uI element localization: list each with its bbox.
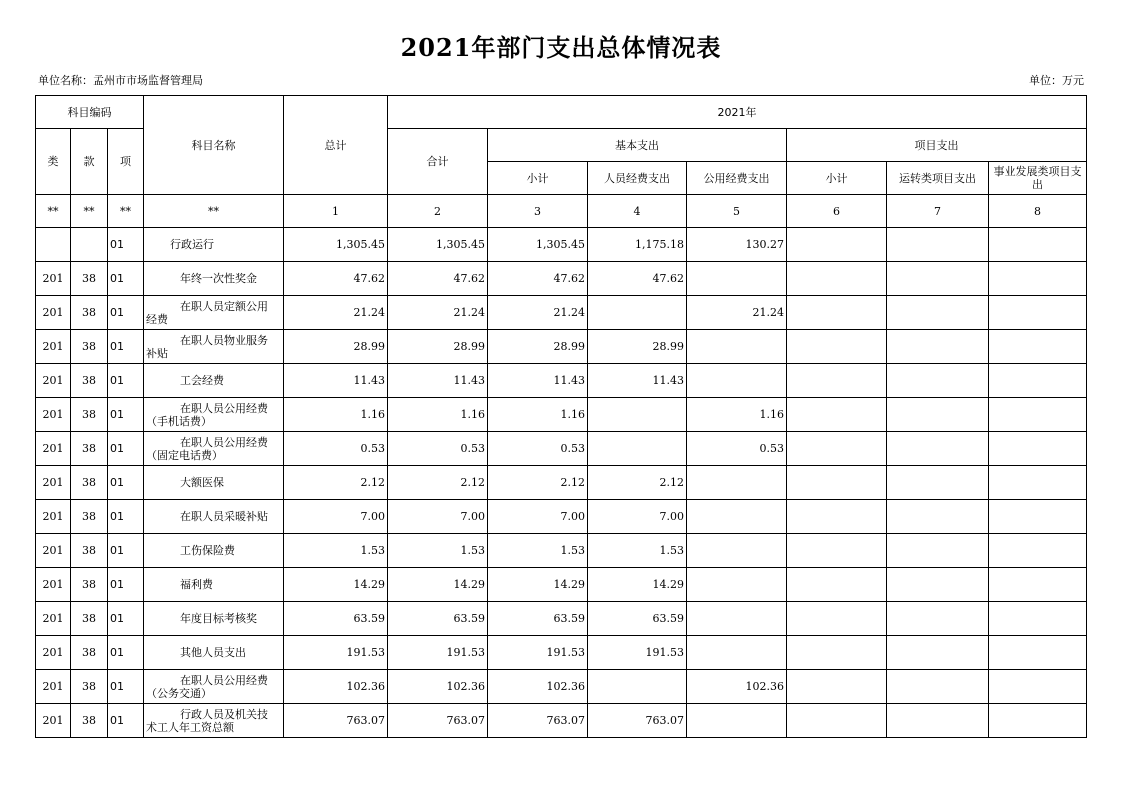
- cell-name-line2: （手机话费）: [146, 414, 213, 428]
- cell-xiang: 01: [108, 330, 144, 364]
- cell-project-subtotal: [787, 466, 887, 500]
- cell-lei: 201: [36, 262, 71, 296]
- cell-total: 1,305.45: [284, 228, 388, 262]
- cell-lei: 201: [36, 432, 71, 466]
- cell-project-subtotal: [787, 636, 887, 670]
- cell-project-subtotal: [787, 534, 887, 568]
- cell-project-subtotal: [787, 228, 887, 262]
- cell-total: 102.36: [284, 670, 388, 704]
- cell-name: [144, 364, 284, 398]
- cell-basic-subtotal: 47.62: [488, 262, 588, 296]
- cell-name: [144, 228, 284, 262]
- cell-personnel: [588, 670, 687, 704]
- cell-name: [144, 534, 284, 568]
- table-row: [36, 296, 1087, 330]
- cell-lei: [36, 228, 71, 262]
- index-cell: 6: [787, 195, 887, 228]
- cell-name: [144, 296, 284, 330]
- cell-heji: 0.53: [388, 432, 488, 466]
- cell-project-subtotal: [787, 670, 887, 704]
- page-title: 2021年部门支出总体情况表: [400, 33, 722, 62]
- header-code-group: 科目编码: [36, 96, 144, 129]
- cell-development: [989, 704, 1087, 738]
- cell-development: [989, 636, 1087, 670]
- table-row: [36, 500, 1087, 534]
- cell-development: [989, 466, 1087, 500]
- cell-name-line1: 行政运行: [170, 238, 215, 251]
- header-name: 科目名称: [144, 96, 284, 195]
- header-development: 事业发展类项目支出: [989, 162, 1087, 195]
- cell-personnel: 763.07: [588, 704, 687, 738]
- cell-total: 0.53: [284, 432, 388, 466]
- table-row: [36, 466, 1087, 500]
- table-row: [36, 330, 1087, 364]
- cell-heji: 21.24: [388, 296, 488, 330]
- index-cell: 3: [488, 195, 588, 228]
- cell-public: 102.36: [687, 670, 787, 704]
- cell-project-subtotal: [787, 398, 887, 432]
- cell-transfer: [887, 262, 989, 296]
- cell-project-subtotal: [787, 500, 887, 534]
- cell-personnel: 1,175.18: [588, 228, 687, 262]
- cell-public: 21.24: [687, 296, 787, 330]
- cell-lei: 201: [36, 296, 71, 330]
- index-cell: **: [144, 195, 284, 228]
- cell-lei: 201: [36, 466, 71, 500]
- cell-public: [687, 330, 787, 364]
- header-transfer: 运转类项目支出: [887, 162, 989, 195]
- cell-public: [687, 262, 787, 296]
- cell-lei: 201: [36, 500, 71, 534]
- cell-transfer: [887, 636, 989, 670]
- cell-development: [989, 602, 1087, 636]
- cell-personnel: [588, 296, 687, 330]
- header-project-subtotal: 小计: [787, 162, 887, 195]
- header-year: 2021年: [388, 96, 1087, 129]
- cell-heji: 63.59: [388, 602, 488, 636]
- cell-name: [144, 330, 284, 364]
- cell-name-line1: 其他人员支出: [180, 646, 247, 659]
- cell-total: 11.43: [284, 364, 388, 398]
- cell-personnel: 14.29: [588, 568, 687, 602]
- cell-project-subtotal: [787, 262, 887, 296]
- expenditure-table: [35, 95, 1087, 738]
- cell-kuan: 38: [71, 534, 108, 568]
- cell-transfer: [887, 602, 989, 636]
- table-row: [36, 704, 1087, 738]
- cell-kuan: 38: [71, 398, 108, 432]
- cell-heji: 102.36: [388, 670, 488, 704]
- index-cell: **: [36, 195, 71, 228]
- cell-project-subtotal: [787, 568, 887, 602]
- header-public: 公用经费支出: [687, 162, 787, 195]
- cell-basic-subtotal: 14.29: [488, 568, 588, 602]
- cell-total: 2.12: [284, 466, 388, 500]
- cell-public: 0.53: [687, 432, 787, 466]
- table-row: [36, 432, 1087, 466]
- index-cell: 2: [388, 195, 488, 228]
- cell-personnel: 11.43: [588, 364, 687, 398]
- cell-transfer: [887, 670, 989, 704]
- cell-name: [144, 602, 284, 636]
- cell-xiang: 01: [108, 228, 144, 262]
- cell-total: 28.99: [284, 330, 388, 364]
- cell-total: 1.53: [284, 534, 388, 568]
- cell-development: [989, 500, 1087, 534]
- table-row: [36, 398, 1087, 432]
- table-row: [36, 228, 1087, 262]
- index-cell: 4: [588, 195, 687, 228]
- unit-label: 单位：万元: [1029, 74, 1084, 87]
- cell-kuan: 38: [71, 330, 108, 364]
- cell-development: [989, 534, 1087, 568]
- cell-xiang: 01: [108, 568, 144, 602]
- table-row: [36, 262, 1087, 296]
- header-personnel: 人员经费支出: [588, 162, 687, 195]
- cell-basic-subtotal: 1.16: [488, 398, 588, 432]
- index-cell: 5: [687, 195, 787, 228]
- cell-basic-subtotal: 1,305.45: [488, 228, 588, 262]
- cell-public: [687, 602, 787, 636]
- cell-development: [989, 398, 1087, 432]
- cell-heji: 2.12: [388, 466, 488, 500]
- cell-name: [144, 500, 284, 534]
- cell-xiang: 01: [108, 364, 144, 398]
- cell-development: [989, 364, 1087, 398]
- cell-lei: 201: [36, 636, 71, 670]
- cell-lei: 201: [36, 398, 71, 432]
- cell-xiang: 01: [108, 296, 144, 330]
- cell-name: [144, 432, 284, 466]
- cell-public: [687, 704, 787, 738]
- cell-personnel: [588, 432, 687, 466]
- cell-name-line1: 行政人员及机关技: [180, 707, 269, 721]
- cell-xiang: 01: [108, 602, 144, 636]
- table-row: [36, 602, 1087, 636]
- cell-transfer: [887, 568, 989, 602]
- cell-development: [989, 228, 1087, 262]
- cell-public: [687, 568, 787, 602]
- cell-transfer: [887, 330, 989, 364]
- header-heji: 合计: [388, 129, 488, 195]
- cell-transfer: [887, 228, 989, 262]
- cell-development: [989, 670, 1087, 704]
- cell-heji: 191.53: [388, 636, 488, 670]
- cell-project-subtotal: [787, 296, 887, 330]
- cell-name-line1: 年度目标考核奖: [180, 612, 258, 625]
- index-row: [36, 195, 1087, 228]
- header-basic-subtotal: 小计: [488, 162, 588, 195]
- index-cell: **: [71, 195, 108, 228]
- cell-basic-subtotal: 28.99: [488, 330, 588, 364]
- cell-name: [144, 636, 284, 670]
- table-row: [36, 568, 1087, 602]
- cell-kuan: 38: [71, 704, 108, 738]
- table-row: [36, 670, 1087, 704]
- cell-heji: 1,305.45: [388, 228, 488, 262]
- cell-basic-subtotal: 191.53: [488, 636, 588, 670]
- index-cell: **: [108, 195, 144, 228]
- cell-lei: 201: [36, 568, 71, 602]
- cell-name-line1: 工伤保险费: [180, 544, 236, 557]
- cell-lei: 201: [36, 670, 71, 704]
- cell-name: [144, 466, 284, 500]
- header-xiang: 项: [108, 129, 144, 195]
- cell-basic-subtotal: 0.53: [488, 432, 588, 466]
- cell-kuan: 38: [71, 432, 108, 466]
- cell-transfer: [887, 432, 989, 466]
- cell-total: 191.53: [284, 636, 388, 670]
- cell-xiang: 01: [108, 432, 144, 466]
- cell-basic-subtotal: 63.59: [488, 602, 588, 636]
- cell-xiang: 01: [108, 704, 144, 738]
- cell-basic-subtotal: 7.00: [488, 500, 588, 534]
- cell-name: [144, 398, 284, 432]
- header-kuan: 款: [71, 129, 108, 195]
- header-basic: 基本支出: [488, 129, 787, 162]
- cell-kuan: 38: [71, 670, 108, 704]
- cell-basic-subtotal: 1.53: [488, 534, 588, 568]
- table-row: [36, 636, 1087, 670]
- cell-basic-subtotal: 21.24: [488, 296, 588, 330]
- cell-name: [144, 670, 284, 704]
- cell-project-subtotal: [787, 330, 887, 364]
- cell-heji: 7.00: [388, 500, 488, 534]
- cell-lei: 201: [36, 704, 71, 738]
- cell-kuan: 38: [71, 364, 108, 398]
- cell-public: 130.27: [687, 228, 787, 262]
- cell-basic-subtotal: 11.43: [488, 364, 588, 398]
- cell-heji: 1.16: [388, 398, 488, 432]
- cell-basic-subtotal: 102.36: [488, 670, 588, 704]
- cell-transfer: [887, 500, 989, 534]
- cell-personnel: 47.62: [588, 262, 687, 296]
- cell-name-line1: 大额医保: [180, 476, 225, 489]
- cell-kuan: 38: [71, 466, 108, 500]
- cell-kuan: 38: [71, 262, 108, 296]
- cell-kuan: 38: [71, 296, 108, 330]
- cell-kuan: 38: [71, 602, 108, 636]
- cell-name: [144, 262, 284, 296]
- table-row: [36, 534, 1087, 568]
- cell-name-line1: 在职人员公用经费: [180, 401, 269, 415]
- cell-personnel: 2.12: [588, 466, 687, 500]
- cell-name: [144, 568, 284, 602]
- cell-name-line1: 福利费: [180, 578, 214, 591]
- cell-personnel: 28.99: [588, 330, 687, 364]
- cell-transfer: [887, 296, 989, 330]
- cell-heji: 47.62: [388, 262, 488, 296]
- cell-personnel: [588, 398, 687, 432]
- cell-public: 1.16: [687, 398, 787, 432]
- cell-public: [687, 636, 787, 670]
- cell-total: 7.00: [284, 500, 388, 534]
- cell-personnel: 191.53: [588, 636, 687, 670]
- cell-lei: 201: [36, 330, 71, 364]
- cell-project-subtotal: [787, 602, 887, 636]
- cell-xiang: 01: [108, 466, 144, 500]
- cell-transfer: [887, 398, 989, 432]
- table-row: [36, 364, 1087, 398]
- cell-public: [687, 500, 787, 534]
- cell-xiang: 01: [108, 534, 144, 568]
- header-total: 总计: [284, 96, 388, 195]
- cell-heji: 14.29: [388, 568, 488, 602]
- header-lei: 类: [36, 129, 71, 195]
- cell-basic-subtotal: 763.07: [488, 704, 588, 738]
- cell-basic-subtotal: 2.12: [488, 466, 588, 500]
- index-cell: 1: [284, 195, 388, 228]
- cell-xiang: 01: [108, 670, 144, 704]
- cell-public: [687, 534, 787, 568]
- cell-xiang: 01: [108, 262, 144, 296]
- cell-personnel: 63.59: [588, 602, 687, 636]
- cell-transfer: [887, 466, 989, 500]
- cell-lei: 201: [36, 534, 71, 568]
- cell-name: [144, 704, 284, 738]
- cell-name-line2: 补贴: [146, 346, 169, 360]
- cell-name-line1: 在职人员公用经费: [180, 673, 269, 687]
- cell-name-line2: （公务交通）: [146, 686, 213, 700]
- cell-kuan: 38: [71, 500, 108, 534]
- cell-total: 1.16: [284, 398, 388, 432]
- cell-lei: 201: [36, 602, 71, 636]
- index-cell: 7: [887, 195, 989, 228]
- cell-personnel: 7.00: [588, 500, 687, 534]
- cell-xiang: 01: [108, 500, 144, 534]
- cell-total: 47.62: [284, 262, 388, 296]
- header-project: 项目支出: [787, 129, 1087, 162]
- cell-name-line2: （固定电话费）: [146, 448, 224, 462]
- cell-kuan: 38: [71, 568, 108, 602]
- cell-development: [989, 568, 1087, 602]
- cell-transfer: [887, 534, 989, 568]
- cell-transfer: [887, 364, 989, 398]
- cell-name-line1: 年终一次性奖金: [180, 272, 258, 285]
- cell-xiang: 01: [108, 636, 144, 670]
- cell-public: [687, 466, 787, 500]
- index-cell: 8: [989, 195, 1087, 228]
- cell-total: 21.24: [284, 296, 388, 330]
- cell-project-subtotal: [787, 432, 887, 466]
- cell-heji: 1.53: [388, 534, 488, 568]
- cell-lei: 201: [36, 364, 71, 398]
- cell-project-subtotal: [787, 364, 887, 398]
- unit-name-label: 单位名称：孟州市市场监督管理局: [38, 74, 203, 87]
- cell-name-line2: 术工人年工资总额: [146, 720, 235, 734]
- cell-name-line1: 在职人员公用经费: [180, 435, 269, 449]
- cell-public: [687, 364, 787, 398]
- cell-personnel: 1.53: [588, 534, 687, 568]
- cell-heji: 28.99: [388, 330, 488, 364]
- cell-heji: 763.07: [388, 704, 488, 738]
- cell-development: [989, 262, 1087, 296]
- cell-name-line1: 在职人员采暖补贴: [180, 510, 269, 523]
- cell-xiang: 01: [108, 398, 144, 432]
- cell-name-line2: 经费: [146, 312, 169, 326]
- cell-kuan: 38: [71, 636, 108, 670]
- cell-project-subtotal: [787, 704, 887, 738]
- cell-total: 63.59: [284, 602, 388, 636]
- cell-kuan: [71, 228, 108, 262]
- cell-development: [989, 296, 1087, 330]
- cell-total: 763.07: [284, 704, 388, 738]
- cell-name-line1: 在职人员物业服务: [180, 333, 269, 347]
- cell-transfer: [887, 704, 989, 738]
- cell-name-line1: 在职人员定额公用: [180, 299, 269, 313]
- cell-heji: 11.43: [388, 364, 488, 398]
- cell-development: [989, 330, 1087, 364]
- cell-name-line1: 工会经费: [180, 374, 225, 387]
- cell-total: 14.29: [284, 568, 388, 602]
- cell-development: [989, 432, 1087, 466]
